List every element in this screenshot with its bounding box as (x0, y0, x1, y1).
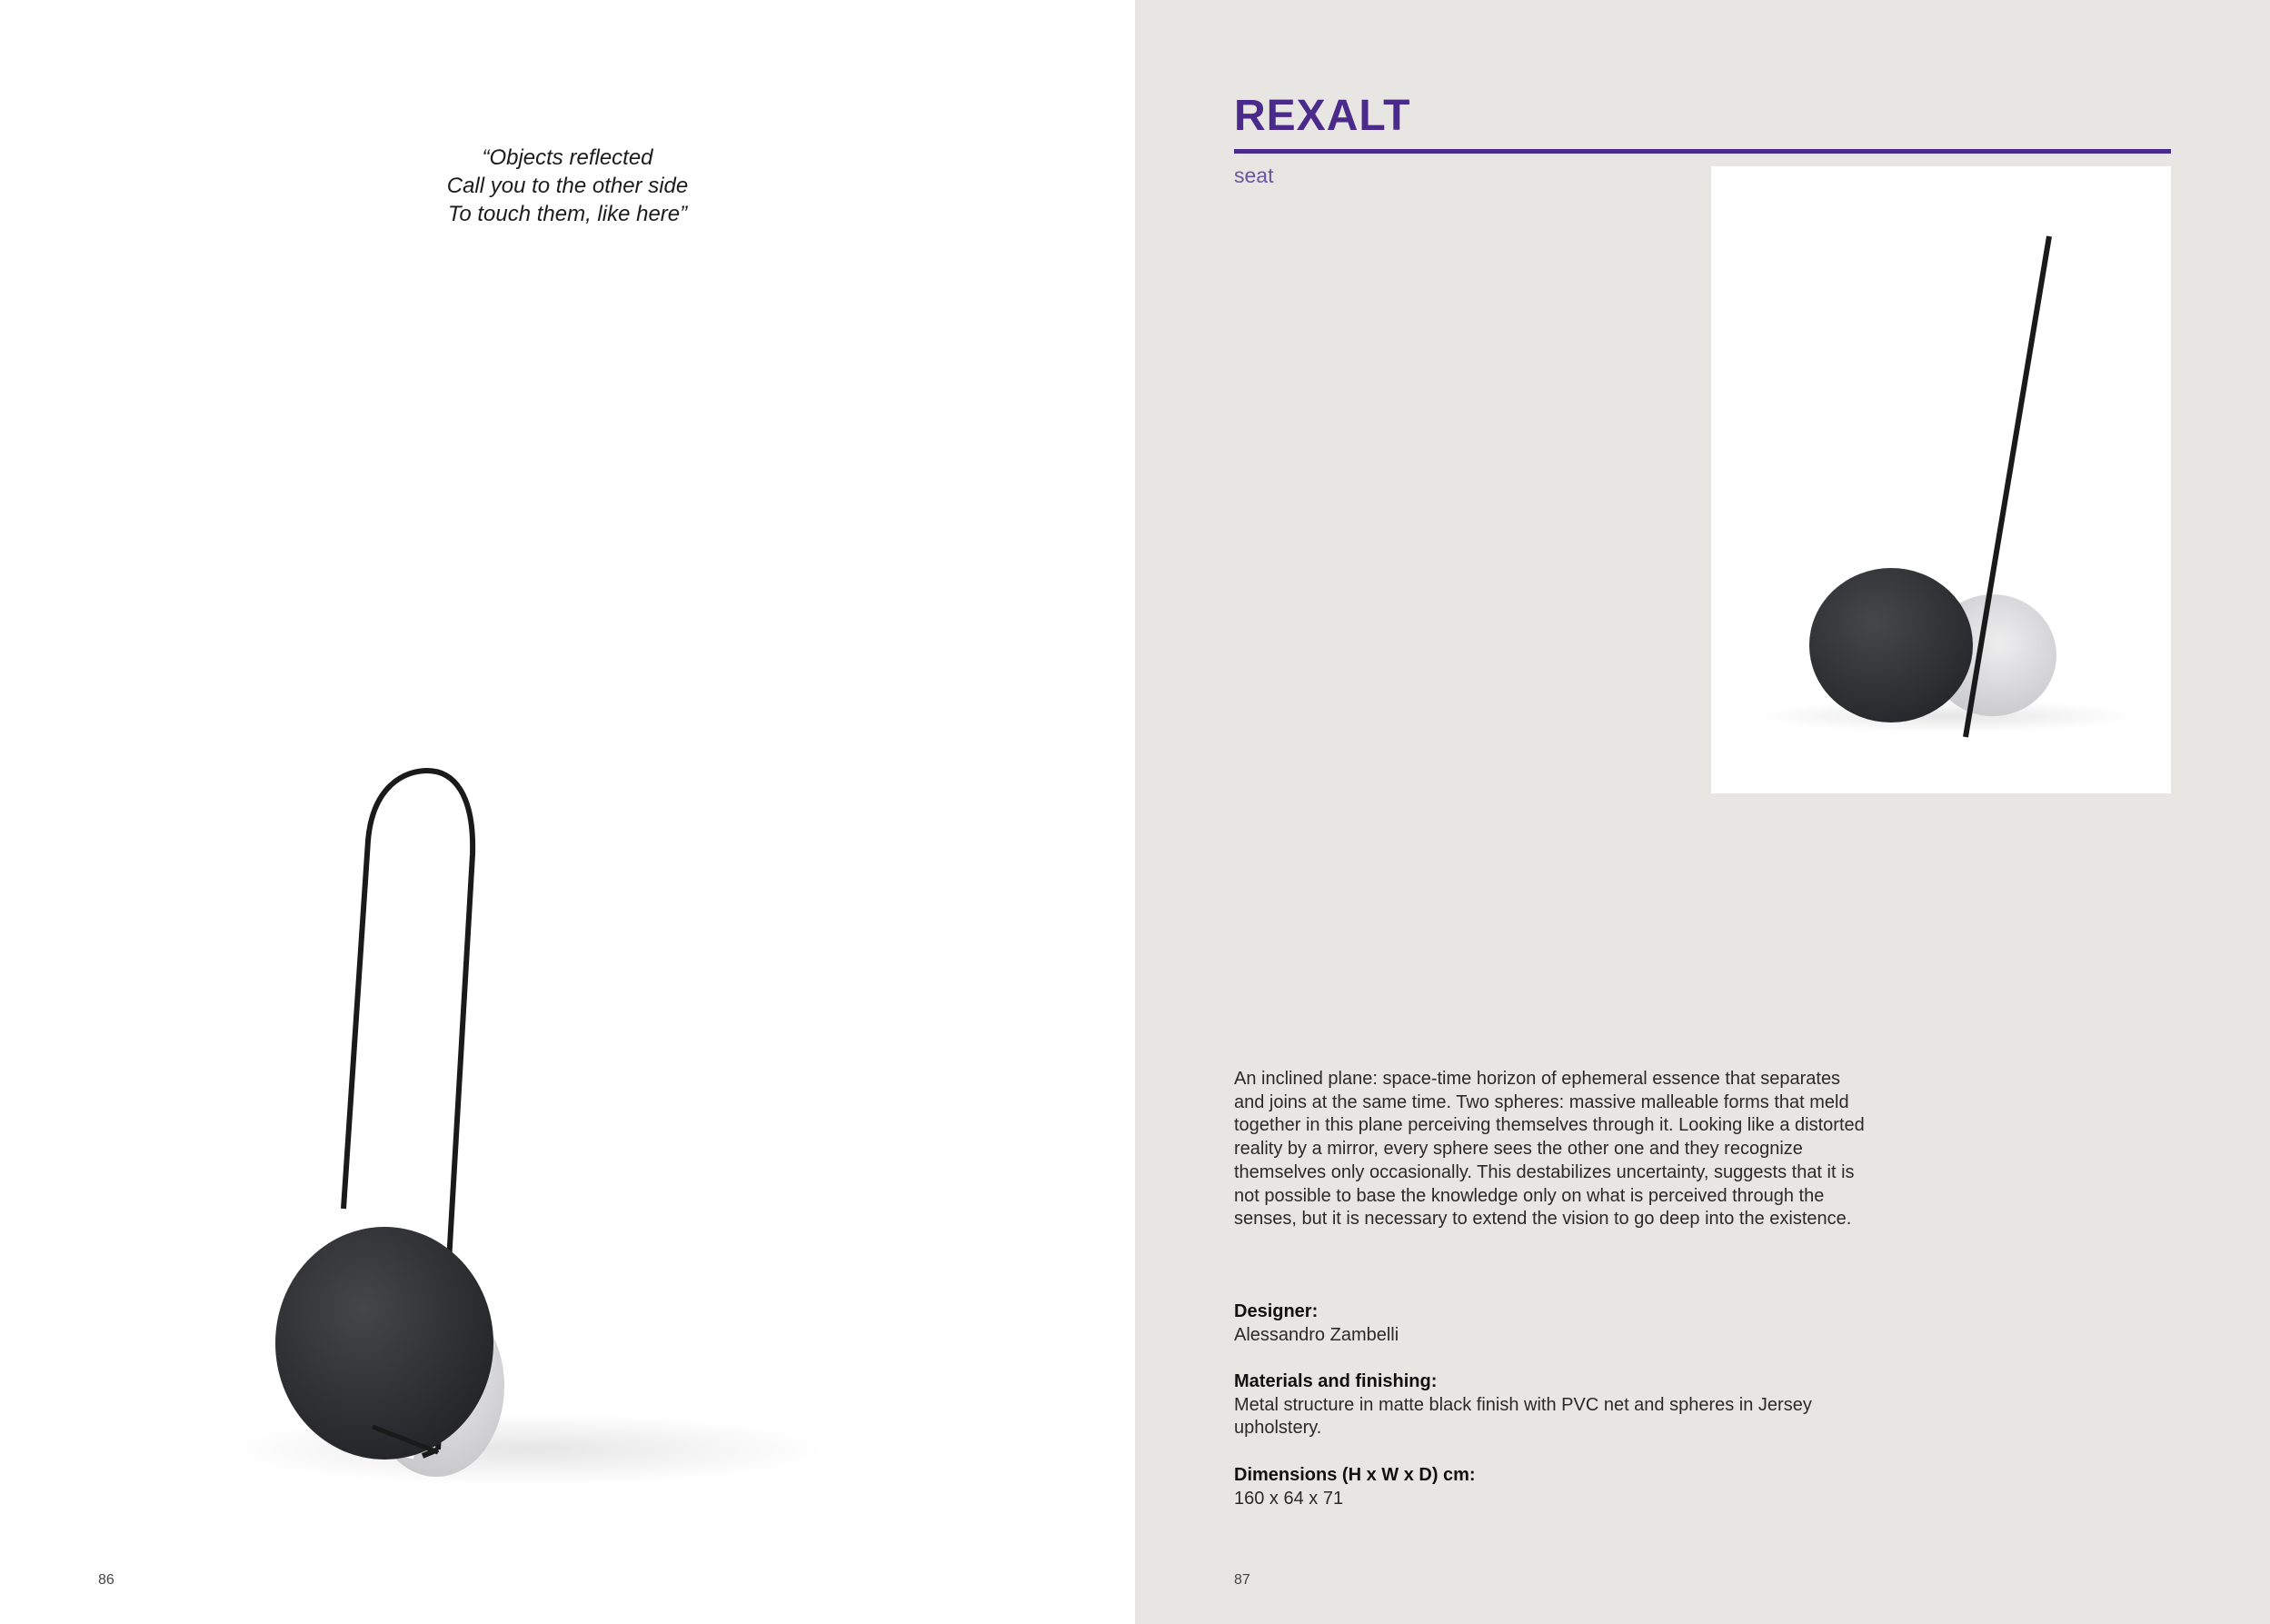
spec-dimensions (1234, 1464, 1870, 1510)
spec-label: Dimensions (H x W x D) cm: (1234, 1465, 1476, 1485)
spec-designer (1234, 1300, 1870, 1347)
spec-value: Alessandro Zambelli (1234, 1324, 1399, 1345)
spec-label: Designer: (1234, 1301, 1319, 1321)
product-side-photo (1711, 166, 2171, 793)
product-description: An inclined plane: space-time horizon of ephemeral essence that separates and joins at the same time. Two spheres: massive malleable forms that meld together in this plane perceiving themselves through it. Looking like a distorted reality by a mirror, every sphere sees the other one and they recognize themselves only occasionally. This destabilizes uncertainty, suggests that it is not possible to base the knowledge only on what is perceived through the senses, but it is necessary to extend the vision to go deep into the existence. (1234, 1069, 1865, 1230)
page-number: 86 (98, 1572, 114, 1588)
dark-sphere (275, 1227, 493, 1460)
page-number: 87 (1234, 1572, 1250, 1588)
quote-line-3: To touch them, like here” (447, 202, 688, 226)
title-underline (1234, 149, 2171, 154)
product-category: seat (1234, 164, 1274, 187)
hero-product-image (236, 754, 891, 1518)
right-page (1135, 0, 2270, 1624)
quote-line-2: Call you to the other side (446, 174, 689, 198)
dark-sphere (1809, 568, 1973, 722)
poem-quote (0, 144, 1135, 228)
spec-materials (1234, 1370, 1870, 1440)
floor-shadow (1757, 700, 2138, 732)
spec-value: Metal structure in matte black finish with PVC net and spheres in Jersey upholstery. (1234, 1394, 1812, 1439)
spec-label: Materials and finishing: (1234, 1371, 1438, 1391)
quote-line-1: “Objects reflected (482, 145, 653, 170)
product-title: REXALT (1234, 92, 1411, 140)
spec-value: 160 x 64 x 71 (1234, 1488, 1344, 1509)
